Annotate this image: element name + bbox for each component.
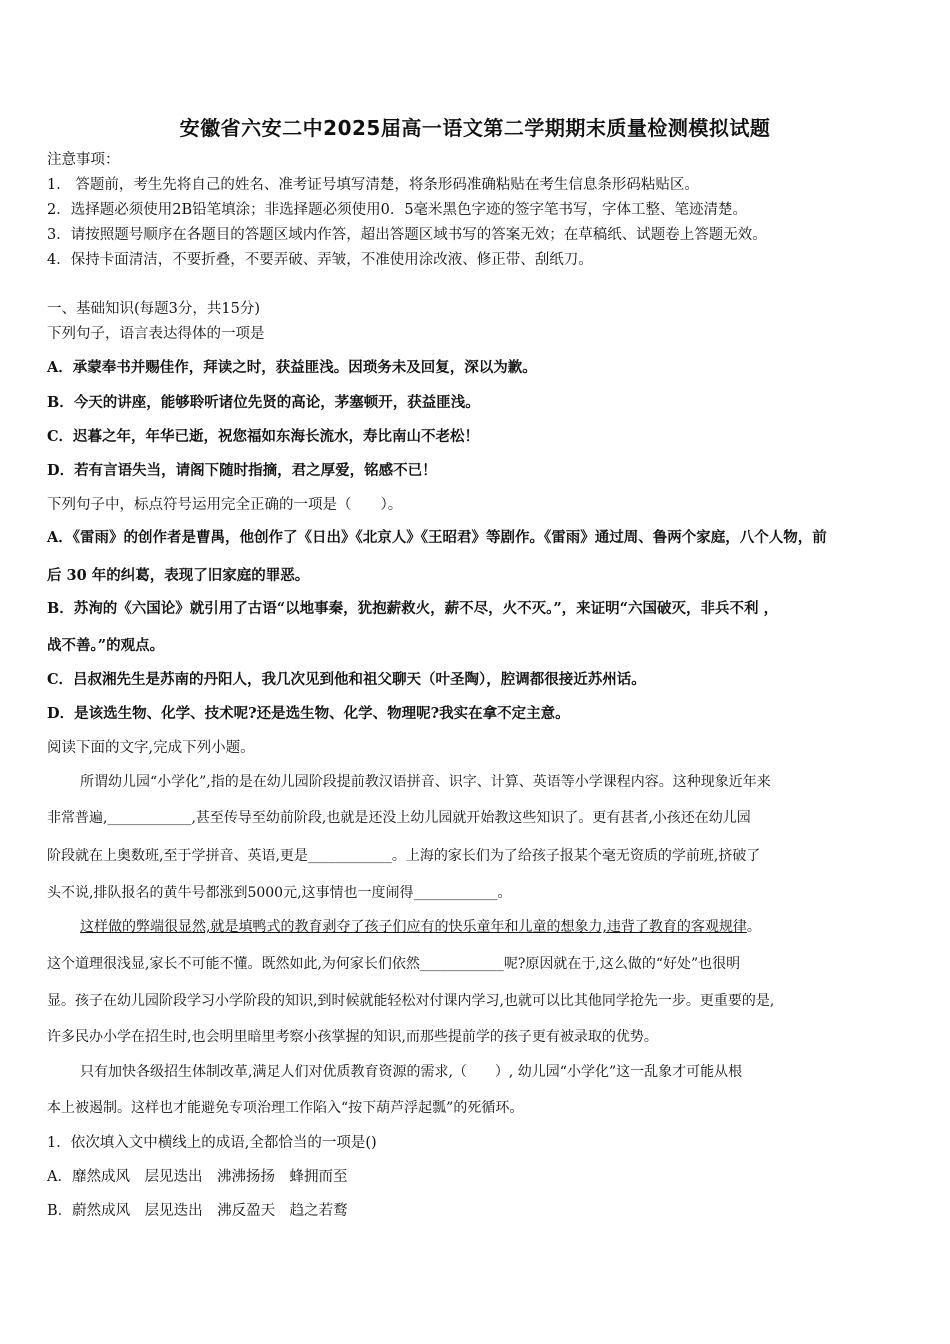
passage-line: 阶段就在上奥数班,至于学拼音、英语,更是____________。上海的家长们为了给孩子报某个毫无资质的学前班,挤破了 [47, 848, 761, 864]
option-a-continued: 后 30 年的纠葛，表现了旧家庭的罪恶。 [47, 567, 310, 584]
question-stem: 下列句子中，标点符号运用完全正确的一项是（ ）。 [47, 497, 403, 513]
underlined-sentence: 这样做的弊端很显然,就是填鸭式的教育剥夺了孩子们应有的快乐童年和儿童的想象力,违背了教育的客观规律 [80, 919, 747, 935]
question-stem: 下列句子，语言表达得体的一项是 [47, 326, 265, 342]
notice-heading: 注意事项： [47, 152, 120, 168]
option-b: B．蔚然成风 层见迭出 沸反盈天 趋之若鹜 [47, 1203, 348, 1219]
question-stem: 1．依次填入文中横线上的成语,全都恰当的一项是() [47, 1135, 377, 1151]
notice-item: 4．保持卡面清洁，不要折叠，不要弄破、弄皱，不准使用涂改液、修正带、刮纸刀。 [47, 252, 593, 268]
passage-line: 这个道理很浅显,家长不可能不懂。既然如此,为何家长们依然____________呢?原因就在于,这么做的“好处”也很明 [47, 956, 741, 972]
notice-item: 1． 答题前，考生先将自己的姓名、准考证号填写清楚，将条形码准确粘贴在考生信息条形码粘贴区。 [47, 177, 699, 193]
notice-item: 3．请按照题号顺序在各题目的答题区域内作答，超出答题区域书写的答案无效；在草稿纸、试题卷上答题无效。 [47, 227, 767, 243]
passage-line: 头不说,排队报名的黄牛号都涨到5000元,这事情也一度闹得____________。 [47, 885, 512, 901]
option-b: B．苏洵的《六国论》就引用了古语“以地事秦，犹抱薪救火，薪不尽，火不灭。”，来证明“六国破灭，非兵不利 ， [47, 600, 779, 617]
option-b-continued: 战不善。”的观点。 [47, 637, 165, 654]
passage-line: 只有加快各级招生体制改革,满足人们对优质教育资源的需求,（ ）, 幼儿园“小学化”这一乱象才可能从根 [80, 1064, 743, 1080]
option-a: A．承蒙奉书并赐佳作，拜读之时，获益匪浅。因琐务未及回复，深以为歉。 [47, 359, 537, 376]
passage-line: 非常普遍,____________,甚至传导至幼前阶段,也就是还没上幼儿园就开始教这些知识了。更有甚者,小孩还在幼儿园 [47, 810, 751, 826]
option-d: D．若有言语失当，请阁下随时指摘，君之厚爱，铭感不已！ [47, 462, 437, 479]
notice-item: 2．选择题必须使用2B铅笔填涂；非选择题必须使用0．5毫米黑色字迹的签字笔书写，字体工整、笔迹清楚。 [47, 202, 748, 218]
option-b: B．今天的讲座，能够聆听诸位先贤的高论，茅塞顿开，获益匪浅。 [47, 394, 480, 411]
passage-line: 显。孩子在幼儿园阶段学习小学阶段的知识,到时候就能轻松对付课内学习,也就可以比其他同学抢先一步。更重要的是, [47, 993, 775, 1009]
option-a: A．《雷雨》的创作者是曹禺，他创作了《日出》《北京人》《王昭君》等剧作。《雷雨》通过周、鲁两个家庭，八个人物，前 [47, 529, 827, 546]
period: 。 [746, 919, 761, 935]
option-d: D．是该选生物、化学、技术呢?还是选生物、化学、物理呢?我实在拿不定主意。 [47, 705, 570, 722]
page-title: 安徽省六安二中2025届高一语文第二学期期末质量检测模拟试题 [179, 116, 771, 140]
option-c: C．吕叔湘先生是苏南的丹阳人，我几次见到他和祖父聊天（叶圣陶），腔调都很接近苏州话。 [47, 671, 646, 688]
option-a: A．靡然成风 层见迭出 沸沸扬扬 蜂拥而至 [47, 1169, 348, 1185]
reading-intro: 阅读下面的文字,完成下列小题。 [47, 740, 255, 756]
passage-line: 许多民办小学在招生时,也会明里暗里考察小孩掌握的知识,而那些提前学的孩子更有被录取的优势。 [47, 1029, 658, 1045]
passage-line: 所谓幼儿园“小学化”,指的是在幼儿园阶段提前教汉语拼音、识字、计算、英语等小学课程内容。这种现象近年来 [80, 774, 771, 790]
section-heading: 一、基础知识(每题3分，共15分) [47, 301, 260, 317]
passage-line [80, 916, 914, 938]
passage-line: 本上被遏制。这样也才能避免专项治理工作陷入“按下葫芦浮起瓢”的死循环。 [47, 1100, 524, 1116]
option-c: C．迟暮之年，年华已逝，祝您福如东海长流水，寿比南山不老松！ [47, 428, 480, 445]
